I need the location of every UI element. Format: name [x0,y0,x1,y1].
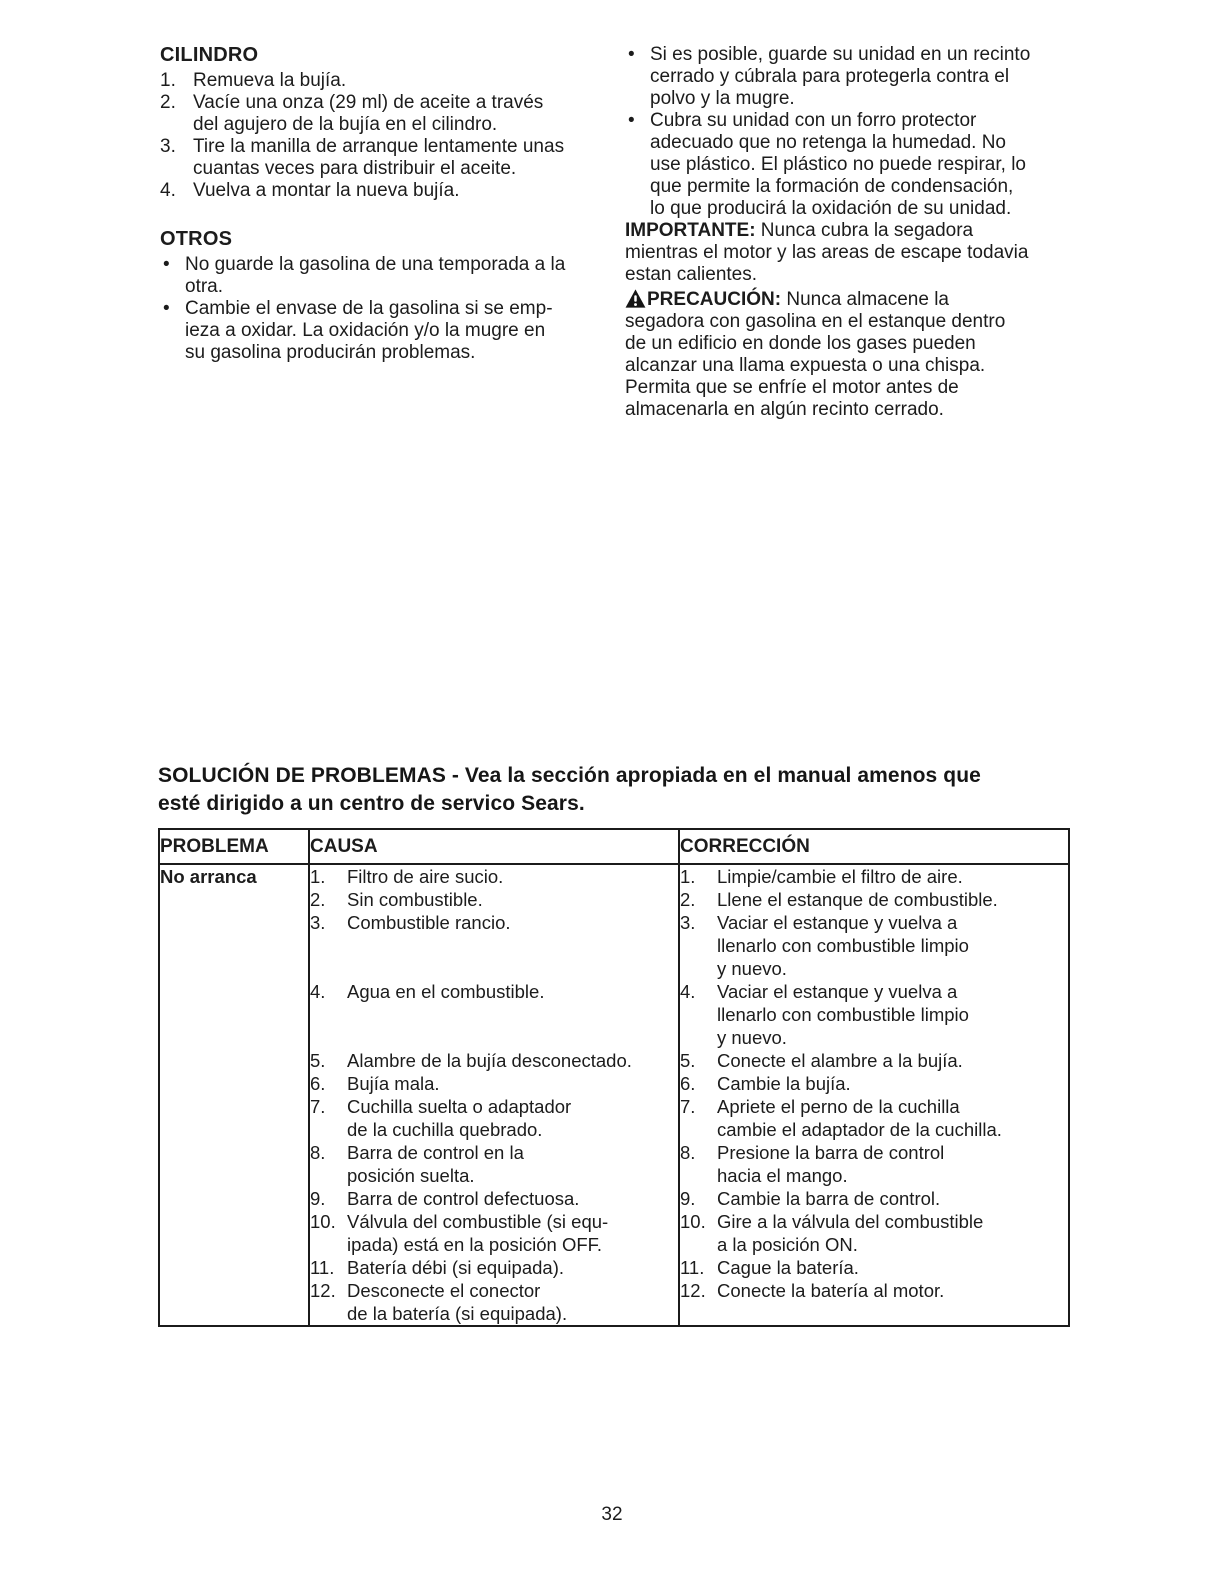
cause-cell [309,1279,679,1326]
text-line: su gasolina producirán problemas. [185,342,476,363]
text-line: de un edificio en donde los gases pueden [625,333,976,354]
text-line: Bujía mala. [347,1073,440,1094]
cause-cell [309,1187,679,1210]
bullet-marker: • [163,254,170,275]
text-line: Conecte la batería al motor. [717,1280,945,1301]
text-line: Filtro de aire sucio. [347,866,504,887]
cause-cell [309,1210,679,1256]
item-number: 4. [680,981,696,1002]
text-line: Llene el estanque de combustible. [717,889,998,910]
text-line [625,289,1085,311]
text-line: posición suelta. [347,1165,475,1186]
text-line: de la cuchilla quebrado. [347,1119,543,1140]
text-line: polvo y la mugre. [650,88,795,109]
correction-cell [679,1072,1069,1095]
text-line: almacenarla en algún recinto cerrado. [625,399,944,420]
text-line: hacia el mango. [717,1165,848,1186]
section-otros [160,228,615,364]
bullet-marker: • [628,110,635,131]
text-line: Alambre de la bujía desconectado. [347,1050,632,1071]
text-line: use plástico. El plástico no puede respirar, lo [650,154,1026,175]
correction-cell [679,1095,1069,1141]
bullet-marker: • [163,298,170,319]
list-item [625,44,1085,110]
text-line: estan calientes. [625,264,758,285]
text-line: Remueva la bujía. [193,70,347,91]
item-number: 12. [310,1280,336,1301]
section-cilindro [160,44,615,202]
otros-list [160,254,615,364]
left-column [160,44,615,364]
text-line: Cambie la barra de control. [717,1188,941,1209]
text-line: lo que producirá la oxidación de su unidad. [650,198,1012,219]
column-header-causa: CAUSA [309,829,679,864]
item-number: 1. [680,866,696,887]
precaucion-label: PRECAUCIÓN: [647,289,782,310]
correction-cell [679,1049,1069,1072]
text-line: y nuevo. [717,1027,787,1048]
item-number: 11. [680,1257,705,1278]
text-line: cerrado y cúbrala para protegerla contra el [650,66,1010,87]
text-line: Cague la batería. [717,1257,859,1278]
item-number: 9. [680,1188,696,1209]
text-line: Vuelva a montar la nueva bujía. [193,180,460,201]
text-line: y nuevo. [717,958,787,979]
item-number: 8. [310,1142,326,1163]
text-line [625,220,1085,242]
text-line: de la batería (si equipada). [347,1303,568,1324]
text-line: ipada) está en la posición OFF. [347,1234,603,1255]
otros-heading: OTROS [160,228,233,250]
item-number: 2. [160,92,176,113]
text-line: del agujero de la bujía en el cilindro. [193,114,498,135]
text-line: otra. [185,276,224,297]
correction-cell [679,1210,1069,1256]
cause-cell [309,1095,679,1141]
warning-triangle-icon [625,289,646,308]
text-line: Apriete el perno de la cuchilla [717,1096,960,1117]
text-line: Cubra su unidad con un forro protector [650,110,977,131]
text-line: Barra de control en la [347,1142,524,1163]
item-number: 2. [310,889,326,910]
cause-cell [309,980,679,1049]
list-item [160,136,615,180]
text-line: Presione la barra de control [717,1142,945,1163]
correction-cell [679,980,1069,1049]
cilindro-list [160,70,615,202]
text-line: mientras el motor y las areas de escape todavia [625,242,1029,263]
correction-cell [679,864,1069,888]
item-number: 8. [680,1142,696,1163]
text-line: ieza a oxidar. La oxidación y/o la mugre en [185,320,546,341]
text-line: alcanzar una llama expuesta o una chispa. [625,355,986,376]
item-number: 4. [160,180,176,201]
text-line: Sin combustible. [347,889,483,910]
text-line: a la posición ON. [717,1234,858,1255]
page-number: 32 [601,1504,623,1525]
troubleshooting-section [158,762,1070,1327]
text-line: segadora con gasolina en el estanque dentro [625,311,1006,332]
text-line: Batería débi (si equipada). [347,1257,564,1278]
text-span: Nunca cubra la segadora [755,220,974,241]
heading-line: esté dirigido a un centro de servico Sears. [158,792,585,815]
list-item [625,110,1085,220]
text-line: No guarde la gasolina de una temporada a la [185,254,566,275]
text-line: cuantas veces para distribuir el aceite. [193,158,517,179]
cause-cell [309,911,679,980]
item-number: 6. [310,1073,326,1094]
precaucion-note [625,289,1085,421]
column-header-problema: PROBLEMA [159,829,309,864]
cilindro-heading: CILINDRO [160,44,259,66]
list-item [160,298,615,364]
text-span: Nunca almacene la [781,289,949,310]
list-item [160,254,615,298]
item-number: 1. [310,866,326,887]
item-number: 9. [310,1188,326,1209]
list-item [160,70,615,92]
text-line: Agua en el combustible. [347,981,545,1002]
cause-cell [309,1049,679,1072]
troubleshooting-table [158,828,1070,1327]
text-line: Gire a la válvula del combustible [717,1211,984,1232]
bullet-marker: • [628,44,635,65]
text-line: Válvula del combustible (si equ- [347,1211,609,1232]
cause-cell [309,1072,679,1095]
storage-list [625,44,1085,220]
item-number: 12. [680,1280,706,1301]
text-line: llenarlo con combustible limpio [717,1004,969,1025]
cause-cell [309,888,679,911]
item-number: 5. [680,1050,696,1071]
text-line: Permita que se enfríe el motor antes de [625,377,959,398]
text-line: Cambie el envase de la gasolina si se emp- [185,298,553,319]
table-row [159,864,1069,888]
item-number: 1. [160,70,176,91]
text-line: Conecte el alambre a la bujía. [717,1050,963,1071]
text-line: Cuchilla suelta o adaptador [347,1096,572,1117]
text-line: Desconecte el conector [347,1280,541,1301]
text-line: Si es posible, guarde su unidad en un recinto [650,44,1031,65]
cause-cell [309,1141,679,1187]
item-number: 7. [310,1096,326,1117]
text-line: Barra de control defectuosa. [347,1188,580,1209]
right-column [625,44,1085,421]
correction-cell [679,1279,1069,1326]
text-line: Vacíe una onza (29 ml) de aceite a través [193,92,544,113]
correction-cell [679,1256,1069,1279]
heading-line: SOLUCIÓN DE PROBLEMAS - Vea la sección apropiada en el manual amenos que [158,764,981,787]
cause-cell [309,1256,679,1279]
item-number: 10. [680,1211,706,1232]
table-header-row [159,829,1069,864]
correction-cell [679,888,1069,911]
text-line: adecuado que no retenga la humedad. No [650,132,1006,153]
correction-cell [679,1141,1069,1187]
item-number: 3. [310,912,326,933]
item-number: 7. [680,1096,696,1117]
text-line: Vaciar el estanque y vuelva a [717,912,958,933]
text-line: cambie el adaptador de la cuchilla. [717,1119,1002,1140]
column-header-correccion: CORRECCIÓN [679,829,1069,864]
list-item [160,92,615,136]
correction-cell [679,911,1069,980]
item-number: 6. [680,1073,696,1094]
item-number: 2. [680,889,696,910]
text-line: Cambie la bujía. [717,1073,851,1094]
item-number: 4. [310,981,326,1002]
item-number: 10. [310,1211,336,1232]
problem-cell: No arranca [159,864,309,1326]
troubleshooting-heading [158,762,1070,818]
text-line: llenarlo con combustible limpio [717,935,969,956]
cause-cell [309,864,679,888]
item-number: 3. [160,136,176,157]
item-number: 11. [310,1257,335,1278]
importante-label: IMPORTANTE: [625,220,756,241]
text-line: Tire la manilla de arranque lentamente unas [193,136,565,157]
text-line: que permite la formación de condensación, [650,176,1014,197]
item-number: 3. [680,912,696,933]
list-item [160,180,615,202]
text-line: Vaciar el estanque y vuelva a [717,981,958,1002]
item-number: 5. [310,1050,326,1071]
importante-note [625,220,1085,286]
text-line: Combustible rancio. [347,912,511,933]
correction-cell [679,1187,1069,1210]
text-line: Limpie/cambie el filtro de aire. [717,866,963,887]
